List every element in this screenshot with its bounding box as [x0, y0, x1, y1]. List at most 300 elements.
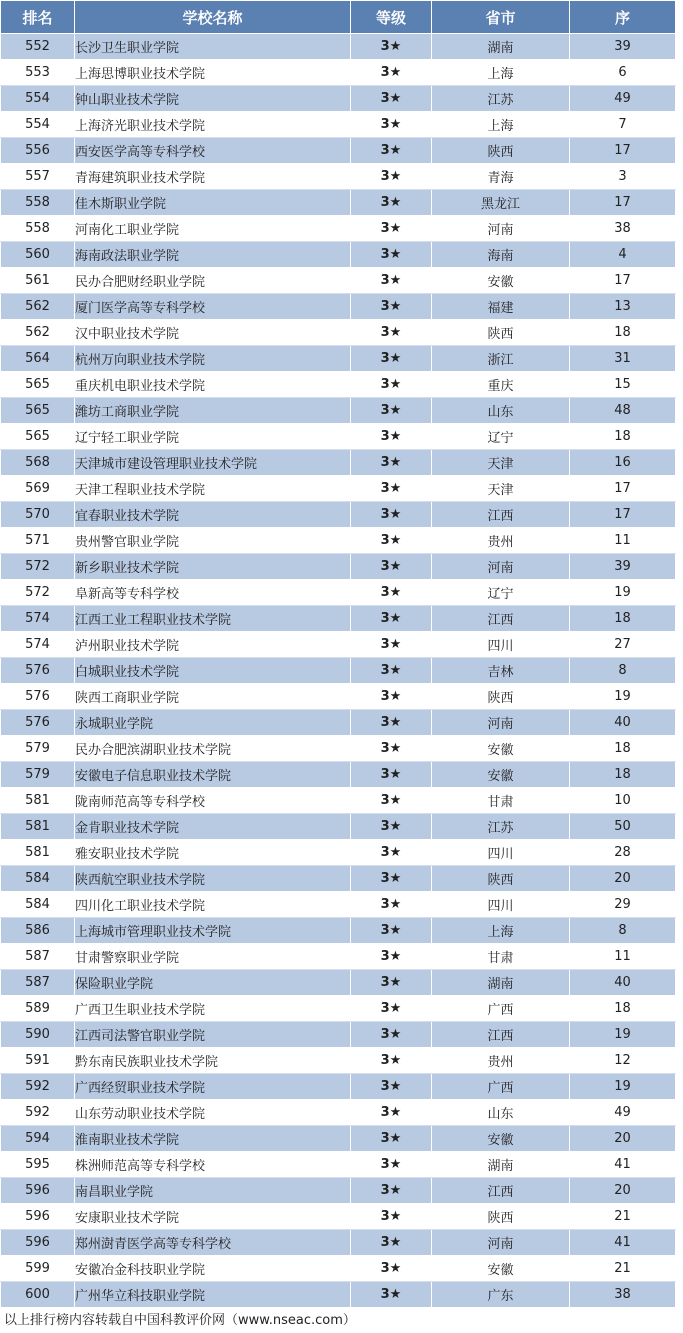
rank-cell: 561	[1, 268, 75, 294]
sequence-cell: 50	[570, 814, 676, 840]
sequence-cell: 20	[570, 1126, 676, 1152]
sequence-cell: 6	[570, 60, 676, 86]
sequence-cell: 29	[570, 892, 676, 918]
table-row	[1, 112, 676, 138]
rank-cell: 579	[1, 762, 75, 788]
grade-cell: 3★	[351, 1100, 432, 1126]
province-cell: 四川	[432, 840, 570, 866]
province-cell: 天津	[432, 450, 570, 476]
school-name-cell: 长沙卫生职业学院	[75, 34, 351, 60]
sequence-cell: 41	[570, 1152, 676, 1178]
table-row	[1, 944, 676, 970]
table-row	[1, 1074, 676, 1100]
grade-cell: 3★	[351, 86, 432, 112]
grade-cell: 3★	[351, 1022, 432, 1048]
school-name-cell: 天津城市建设管理职业技术学院	[75, 450, 351, 476]
table-row	[1, 60, 676, 86]
rank-cell: 560	[1, 242, 75, 268]
province-cell: 上海	[432, 112, 570, 138]
grade-cell: 3★	[351, 866, 432, 892]
school-name-cell: 天津工程职业技术学院	[75, 476, 351, 502]
grade-cell: 3★	[351, 1204, 432, 1230]
table-row	[1, 736, 676, 762]
rank-cell: 553	[1, 60, 75, 86]
table-row	[1, 1100, 676, 1126]
sequence-cell: 19	[570, 1074, 676, 1100]
rank-cell: 600	[1, 1282, 75, 1308]
table-row	[1, 372, 676, 398]
sequence-cell: 19	[570, 684, 676, 710]
rank-cell: 562	[1, 294, 75, 320]
header-sequence: 序	[570, 1, 676, 34]
sequence-cell: 18	[570, 606, 676, 632]
school-name-cell: 青海建筑职业技术学院	[75, 164, 351, 190]
table-row	[1, 658, 676, 684]
table-row	[1, 1282, 676, 1308]
school-name-cell: 民办合肥财经职业学院	[75, 268, 351, 294]
sequence-cell: 17	[570, 476, 676, 502]
province-cell: 上海	[432, 60, 570, 86]
rank-cell: 576	[1, 710, 75, 736]
grade-cell: 3★	[351, 450, 432, 476]
school-name-cell: 安徽冶金科技职业学院	[75, 1256, 351, 1282]
grade-cell: 3★	[351, 554, 432, 580]
school-name-cell: 陕西工商职业学院	[75, 684, 351, 710]
province-cell: 甘肃	[432, 788, 570, 814]
table-row	[1, 476, 676, 502]
province-cell: 河南	[432, 1230, 570, 1256]
school-name-cell: 西安医学高等专科学校	[75, 138, 351, 164]
province-cell: 江西	[432, 606, 570, 632]
school-name-cell: 广州华立科技职业学院	[75, 1282, 351, 1308]
rank-cell: 587	[1, 970, 75, 996]
grade-cell: 3★	[351, 1152, 432, 1178]
province-cell: 吉林	[432, 658, 570, 684]
province-cell: 上海	[432, 918, 570, 944]
sequence-cell: 49	[570, 86, 676, 112]
grade-cell: 3★	[351, 918, 432, 944]
province-cell: 青海	[432, 164, 570, 190]
school-name-cell: 永城职业学院	[75, 710, 351, 736]
table-row	[1, 450, 676, 476]
table-body	[1, 34, 676, 1308]
rank-cell: 572	[1, 580, 75, 606]
table-row	[1, 528, 676, 554]
sequence-cell: 19	[570, 580, 676, 606]
rank-cell: 556	[1, 138, 75, 164]
rank-cell: 576	[1, 684, 75, 710]
table-row	[1, 216, 676, 242]
rank-cell: 572	[1, 554, 75, 580]
sequence-cell: 11	[570, 528, 676, 554]
rank-cell: 576	[1, 658, 75, 684]
grade-cell: 3★	[351, 1230, 432, 1256]
grade-cell: 3★	[351, 294, 432, 320]
table-row	[1, 710, 676, 736]
province-cell: 山东	[432, 1100, 570, 1126]
sequence-cell: 17	[570, 502, 676, 528]
school-name-cell: 四川化工职业技术学院	[75, 892, 351, 918]
province-cell: 河南	[432, 554, 570, 580]
sequence-cell: 21	[570, 1204, 676, 1230]
table-row	[1, 190, 676, 216]
sequence-cell: 11	[570, 944, 676, 970]
sequence-cell: 31	[570, 346, 676, 372]
school-name-cell: 安徽电子信息职业技术学院	[75, 762, 351, 788]
school-name-cell: 郑州澍青医学高等专科学校	[75, 1230, 351, 1256]
school-name-cell: 杭州万向职业技术学院	[75, 346, 351, 372]
table-row	[1, 788, 676, 814]
table-header-row	[1, 1, 676, 34]
province-cell: 湖南	[432, 34, 570, 60]
sequence-cell: 18	[570, 762, 676, 788]
rank-cell: 574	[1, 632, 75, 658]
province-cell: 广西	[432, 1074, 570, 1100]
sequence-cell: 3	[570, 164, 676, 190]
rank-cell: 589	[1, 996, 75, 1022]
school-name-cell: 汉中职业技术学院	[75, 320, 351, 346]
province-cell: 湖南	[432, 970, 570, 996]
grade-cell: 3★	[351, 138, 432, 164]
source-note: 以上排行榜内容转载自中国科教评价网（www.nseac.com）	[4, 1313, 356, 1328]
table-row	[1, 580, 676, 606]
school-name-cell: 淮南职业技术学院	[75, 1126, 351, 1152]
rank-cell: 587	[1, 944, 75, 970]
school-name-cell: 上海济光职业技术学院	[75, 112, 351, 138]
grade-cell: 3★	[351, 580, 432, 606]
grade-cell: 3★	[351, 1256, 432, 1282]
sequence-cell: 12	[570, 1048, 676, 1074]
school-name-cell: 山东劳动职业技术学院	[75, 1100, 351, 1126]
school-name-cell: 宜春职业技术学院	[75, 502, 351, 528]
rank-cell: 554	[1, 112, 75, 138]
school-name-cell: 广西卫生职业技术学院	[75, 996, 351, 1022]
province-cell: 陕西	[432, 320, 570, 346]
rank-cell: 574	[1, 606, 75, 632]
province-cell: 江西	[432, 1178, 570, 1204]
school-name-cell: 安康职业技术学院	[75, 1204, 351, 1230]
province-cell: 广东	[432, 1282, 570, 1308]
school-name-cell: 江西工业工程职业技术学院	[75, 606, 351, 632]
table-row	[1, 1048, 676, 1074]
table-row	[1, 398, 676, 424]
sequence-cell: 8	[570, 918, 676, 944]
table-row	[1, 1126, 676, 1152]
rank-cell: 592	[1, 1074, 75, 1100]
grade-cell: 3★	[351, 60, 432, 86]
sequence-cell: 8	[570, 658, 676, 684]
header-rank: 排名	[1, 1, 75, 34]
sequence-cell: 27	[570, 632, 676, 658]
grade-cell: 3★	[351, 892, 432, 918]
table-row	[1, 866, 676, 892]
school-name-cell: 新乡职业技术学院	[75, 554, 351, 580]
province-cell: 四川	[432, 632, 570, 658]
table-row	[1, 1022, 676, 1048]
rank-cell: 584	[1, 892, 75, 918]
rank-cell: 592	[1, 1100, 75, 1126]
sequence-cell: 28	[570, 840, 676, 866]
table-row	[1, 918, 676, 944]
grade-cell: 3★	[351, 658, 432, 684]
rank-cell: 558	[1, 216, 75, 242]
school-name-cell: 陕西航空职业技术学院	[75, 866, 351, 892]
rank-cell: 595	[1, 1152, 75, 1178]
school-name-cell: 泸州职业技术学院	[75, 632, 351, 658]
rank-cell: 581	[1, 814, 75, 840]
table-row	[1, 606, 676, 632]
table-row	[1, 268, 676, 294]
sequence-cell: 38	[570, 216, 676, 242]
rank-cell: 568	[1, 450, 75, 476]
sequence-cell: 21	[570, 1256, 676, 1282]
grade-cell: 3★	[351, 684, 432, 710]
province-cell: 安徽	[432, 268, 570, 294]
school-name-cell: 上海思博职业技术学院	[75, 60, 351, 86]
sequence-cell: 40	[570, 710, 676, 736]
rank-cell: 564	[1, 346, 75, 372]
school-name-cell: 阜新高等专科学校	[75, 580, 351, 606]
grade-cell: 3★	[351, 34, 432, 60]
rank-cell: 596	[1, 1204, 75, 1230]
grade-cell: 3★	[351, 1048, 432, 1074]
province-cell: 安徽	[432, 762, 570, 788]
grade-cell: 3★	[351, 814, 432, 840]
rank-cell: 569	[1, 476, 75, 502]
province-cell: 陕西	[432, 1204, 570, 1230]
table-row	[1, 294, 676, 320]
grade-cell: 3★	[351, 268, 432, 294]
sequence-cell: 49	[570, 1100, 676, 1126]
sequence-cell: 15	[570, 372, 676, 398]
sequence-cell: 40	[570, 970, 676, 996]
province-cell: 浙江	[432, 346, 570, 372]
school-name-cell: 江西司法警官职业学院	[75, 1022, 351, 1048]
province-cell: 安徽	[432, 1126, 570, 1152]
school-name-cell: 上海城市管理职业技术学院	[75, 918, 351, 944]
school-name-cell: 株洲师范高等专科学校	[75, 1152, 351, 1178]
province-cell: 湖南	[432, 1152, 570, 1178]
rank-cell: 584	[1, 866, 75, 892]
grade-cell: 3★	[351, 398, 432, 424]
province-cell: 河南	[432, 216, 570, 242]
table-row	[1, 814, 676, 840]
province-cell: 甘肃	[432, 944, 570, 970]
school-name-cell: 河南化工职业学院	[75, 216, 351, 242]
table-row	[1, 684, 676, 710]
school-name-cell: 重庆机电职业技术学院	[75, 372, 351, 398]
sequence-cell: 18	[570, 320, 676, 346]
province-cell: 重庆	[432, 372, 570, 398]
sequence-cell: 17	[570, 190, 676, 216]
sequence-cell: 16	[570, 450, 676, 476]
province-cell: 贵州	[432, 1048, 570, 1074]
province-cell: 辽宁	[432, 580, 570, 606]
rank-cell: 596	[1, 1230, 75, 1256]
sequence-cell: 18	[570, 996, 676, 1022]
grade-cell: 3★	[351, 476, 432, 502]
province-cell: 江苏	[432, 814, 570, 840]
province-cell: 山东	[432, 398, 570, 424]
school-name-cell: 潍坊工商职业学院	[75, 398, 351, 424]
grade-cell: 3★	[351, 112, 432, 138]
rank-cell: 570	[1, 502, 75, 528]
header-province: 省市	[432, 1, 570, 34]
school-name-cell: 广西经贸职业技术学院	[75, 1074, 351, 1100]
table-row	[1, 970, 676, 996]
sequence-cell: 17	[570, 138, 676, 164]
rank-cell: 558	[1, 190, 75, 216]
rank-cell: 596	[1, 1178, 75, 1204]
sequence-cell: 7	[570, 112, 676, 138]
table-row	[1, 840, 676, 866]
table-row	[1, 346, 676, 372]
rank-cell: 581	[1, 788, 75, 814]
grade-cell: 3★	[351, 788, 432, 814]
school-name-cell: 金肯职业技术学院	[75, 814, 351, 840]
table-row	[1, 1230, 676, 1256]
grade-cell: 3★	[351, 190, 432, 216]
rank-cell: 581	[1, 840, 75, 866]
province-cell: 陕西	[432, 138, 570, 164]
table-row	[1, 242, 676, 268]
school-name-cell: 白城职业技术学院	[75, 658, 351, 684]
grade-cell: 3★	[351, 736, 432, 762]
grade-cell: 3★	[351, 346, 432, 372]
province-cell: 黑龙江	[432, 190, 570, 216]
rank-cell: 590	[1, 1022, 75, 1048]
grade-cell: 3★	[351, 320, 432, 346]
rank-cell: 557	[1, 164, 75, 190]
sequence-cell: 19	[570, 1022, 676, 1048]
province-cell: 安徽	[432, 736, 570, 762]
grade-cell: 3★	[351, 216, 432, 242]
sequence-cell: 39	[570, 34, 676, 60]
rank-cell: 565	[1, 424, 75, 450]
grade-cell: 3★	[351, 710, 432, 736]
province-cell: 四川	[432, 892, 570, 918]
table-row	[1, 1178, 676, 1204]
sequence-cell: 38	[570, 1282, 676, 1308]
table-row	[1, 1152, 676, 1178]
grade-cell: 3★	[351, 1126, 432, 1152]
rank-cell: 571	[1, 528, 75, 554]
table-row	[1, 34, 676, 60]
rank-cell: 554	[1, 86, 75, 112]
province-cell: 广西	[432, 996, 570, 1022]
school-name-cell: 辽宁轻工职业学院	[75, 424, 351, 450]
table-row	[1, 424, 676, 450]
province-cell: 贵州	[432, 528, 570, 554]
sequence-cell: 18	[570, 424, 676, 450]
school-name-cell: 陇南师范高等专科学校	[75, 788, 351, 814]
grade-cell: 3★	[351, 970, 432, 996]
school-name-cell: 雅安职业技术学院	[75, 840, 351, 866]
rank-cell: 586	[1, 918, 75, 944]
table-row	[1, 1256, 676, 1282]
grade-cell: 3★	[351, 1074, 432, 1100]
sequence-cell: 41	[570, 1230, 676, 1256]
grade-cell: 3★	[351, 1282, 432, 1308]
grade-cell: 3★	[351, 1178, 432, 1204]
province-cell: 江西	[432, 1022, 570, 1048]
table-row	[1, 138, 676, 164]
grade-cell: 3★	[351, 502, 432, 528]
school-name-cell: 民办合肥滨湖职业技术学院	[75, 736, 351, 762]
table-row	[1, 502, 676, 528]
rank-cell: 552	[1, 34, 75, 60]
header-school-name: 学校名称	[75, 1, 351, 34]
grade-cell: 3★	[351, 996, 432, 1022]
grade-cell: 3★	[351, 606, 432, 632]
sequence-cell: 13	[570, 294, 676, 320]
grade-cell: 3★	[351, 944, 432, 970]
grade-cell: 3★	[351, 840, 432, 866]
school-name-cell: 南昌职业学院	[75, 1178, 351, 1204]
rank-cell: 594	[1, 1126, 75, 1152]
table-row	[1, 86, 676, 112]
table-row	[1, 892, 676, 918]
table-row	[1, 554, 676, 580]
header-grade: 等级	[351, 1, 432, 34]
rank-cell: 591	[1, 1048, 75, 1074]
province-cell: 天津	[432, 476, 570, 502]
table-row	[1, 1204, 676, 1230]
grade-cell: 3★	[351, 242, 432, 268]
sequence-cell: 18	[570, 736, 676, 762]
province-cell: 陕西	[432, 684, 570, 710]
province-cell: 海南	[432, 242, 570, 268]
school-name-cell: 贵州警官职业学院	[75, 528, 351, 554]
table-row	[1, 320, 676, 346]
sequence-cell: 17	[570, 268, 676, 294]
province-cell: 福建	[432, 294, 570, 320]
school-name-cell: 甘肃警察职业学院	[75, 944, 351, 970]
grade-cell: 3★	[351, 762, 432, 788]
sequence-cell: 48	[570, 398, 676, 424]
school-name-cell: 佳木斯职业学院	[75, 190, 351, 216]
table-row	[1, 762, 676, 788]
grade-cell: 3★	[351, 164, 432, 190]
table-row	[1, 996, 676, 1022]
sequence-cell: 10	[570, 788, 676, 814]
province-cell: 陕西	[432, 866, 570, 892]
rank-cell: 562	[1, 320, 75, 346]
province-cell: 江西	[432, 502, 570, 528]
school-name-cell: 厦门医学高等专科学校	[75, 294, 351, 320]
rank-cell: 565	[1, 398, 75, 424]
grade-cell: 3★	[351, 372, 432, 398]
rank-cell: 599	[1, 1256, 75, 1282]
grade-cell: 3★	[351, 528, 432, 554]
rank-cell: 579	[1, 736, 75, 762]
province-cell: 安徽	[432, 1256, 570, 1282]
school-name-cell: 黔东南民族职业技术学院	[75, 1048, 351, 1074]
grade-cell: 3★	[351, 424, 432, 450]
sequence-cell: 20	[570, 866, 676, 892]
sequence-cell: 4	[570, 242, 676, 268]
rank-cell: 565	[1, 372, 75, 398]
school-name-cell: 保险职业学院	[75, 970, 351, 996]
grade-cell: 3★	[351, 632, 432, 658]
province-cell: 辽宁	[432, 424, 570, 450]
sequence-cell: 20	[570, 1178, 676, 1204]
table-row	[1, 632, 676, 658]
sequence-cell: 39	[570, 554, 676, 580]
school-name-cell: 海南政法职业学院	[75, 242, 351, 268]
table-row	[1, 164, 676, 190]
province-cell: 江苏	[432, 86, 570, 112]
